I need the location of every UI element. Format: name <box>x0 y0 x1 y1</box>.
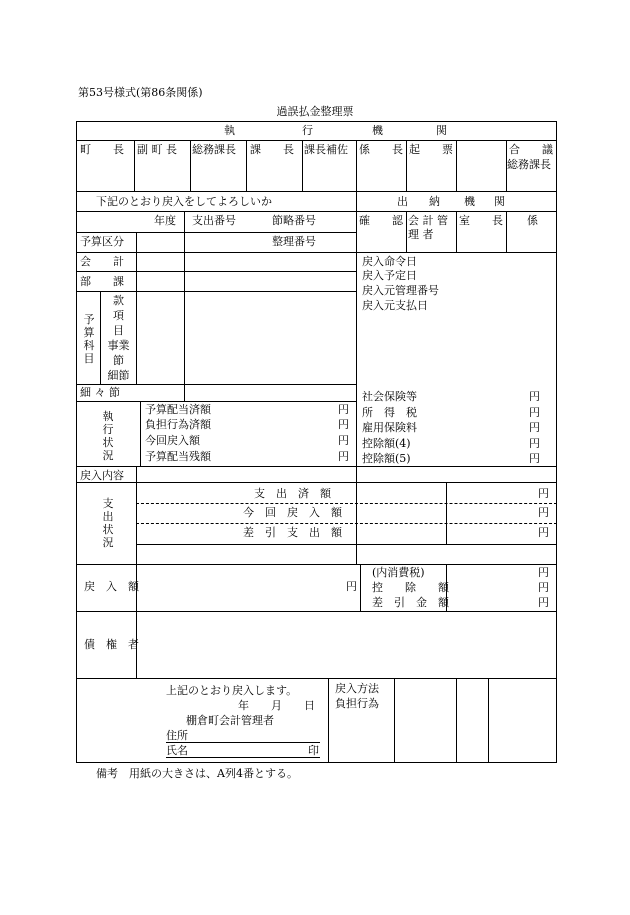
line <box>76 482 557 483</box>
line <box>328 678 329 763</box>
info-kanri-bangou: 戻入元管理番号 <box>362 284 439 297</box>
line <box>506 211 507 252</box>
label-modori-naiyou: 戻入内容 <box>80 469 124 482</box>
line <box>394 678 395 763</box>
line <box>136 503 557 504</box>
yen-16: 円 <box>538 596 549 609</box>
yen-12: 円 <box>538 526 549 539</box>
line <box>76 466 557 467</box>
line <box>136 232 137 384</box>
line <box>360 564 361 611</box>
sashihiki-kingaku: 差 引 金 額 <box>372 596 449 609</box>
line <box>456 678 457 763</box>
koujo-gaku: 控 除 額 <box>372 581 449 594</box>
yen-14: 円 <box>538 566 549 579</box>
line <box>246 140 247 191</box>
suitou-heading-3: 機 <box>464 195 475 208</box>
footer-date: 年 月 日 <box>238 699 315 712</box>
line <box>76 678 557 679</box>
col-nendo: 年度 <box>154 214 176 227</box>
line <box>488 678 489 763</box>
footer-address-label: 住所 <box>166 729 188 742</box>
yen-11: 円 <box>538 506 549 519</box>
line <box>76 191 557 192</box>
stamp-kihyou: 起 票 <box>409 143 453 156</box>
sashihiki-shishutsu: 差 引 支 出 額 <box>243 526 342 539</box>
name-underline <box>166 757 320 758</box>
line <box>356 252 557 253</box>
yen-15: 円 <box>538 581 549 594</box>
line <box>134 140 135 191</box>
stamp-kachou: 課 長 <box>250 143 294 156</box>
yen-3: 円 <box>338 434 349 447</box>
line <box>136 544 557 545</box>
line <box>76 271 356 272</box>
stamp-gougi-soumu: 総務課長 <box>507 158 551 171</box>
yen-13: 円 <box>346 580 357 593</box>
footer-modori-houhou: 戻入方法 <box>335 682 379 695</box>
line <box>76 611 557 612</box>
stamp-fukuchou: 副 町 長 <box>137 143 177 156</box>
footer-statement: 上記のとおり戻入します。 <box>166 684 298 697</box>
kamoku-jigyou: 事業 <box>107 339 130 352</box>
label-modori-gaku: 戻 入 額 <box>84 580 139 593</box>
line <box>302 140 303 191</box>
line <box>140 401 141 466</box>
stamp-kachou-hosa: 課長補佐 <box>304 143 348 156</box>
line <box>456 140 457 191</box>
line <box>76 140 557 141</box>
line <box>136 523 557 524</box>
line <box>76 252 356 253</box>
shishutsu-zumi: 支 出 済 額 <box>254 487 331 500</box>
yen-1: 円 <box>338 403 349 416</box>
stamp-chouchou: 町 長 <box>80 143 124 156</box>
ded-shakai-hoken: 社会保険等 <box>362 390 417 403</box>
info-reirei-bi: 戻入命令日 <box>362 255 417 268</box>
col-shishutsu-bangou: 支出番号 <box>192 214 236 227</box>
footer-name-label: 氏名 <box>166 744 188 757</box>
line <box>456 211 457 252</box>
kamoku-moku: 目 <box>113 324 124 337</box>
stamp-kaikei-kanrisha: 会 計 管 理 者 <box>408 214 448 241</box>
status-konkai-modori: 今回戻入額 <box>145 434 200 447</box>
suitou-heading-4: 関 <box>494 195 505 208</box>
address-underline <box>166 742 320 743</box>
label-yosan-kubun: 予算区分 <box>80 235 124 248</box>
kamoku-kou: 項 <box>113 309 124 322</box>
request-text: 下記のとおり戻入をしてよろしいか <box>96 195 272 208</box>
exec-heading-3: 機 <box>372 124 383 137</box>
line <box>76 564 557 565</box>
footer-official: 棚倉町会計管理者 <box>186 714 274 727</box>
kamoku-saisetsu: 細節 <box>107 369 130 382</box>
label-bu-ka: 部 課 <box>80 275 124 288</box>
exec-heading-2: 行 <box>302 124 313 137</box>
line <box>446 482 447 544</box>
line <box>76 384 356 385</box>
yen-6: 円 <box>529 406 540 419</box>
stamp-kakarichou: 係 長 <box>359 143 403 156</box>
line <box>76 211 557 212</box>
seal-mark: 印 <box>308 744 319 757</box>
col-seiri-bangou: 整理番号 <box>272 235 316 248</box>
label-kaikei: 会 計 <box>80 255 124 268</box>
ded-koujo-5: 控除額(5) <box>362 452 411 465</box>
stamp-kakunin: 確 認 <box>359 214 403 227</box>
line <box>76 291 356 292</box>
ded-koujo-4: 控除額(4) <box>362 437 411 450</box>
form-number: 第53号様式(第86条関係) <box>78 86 203 99</box>
line <box>136 466 137 482</box>
konkai-modori-gaku: 今 回 戻 入 額 <box>243 506 342 519</box>
exec-heading-4: 関 <box>436 124 447 137</box>
status-futan-zumi: 負担行為済額 <box>145 418 211 431</box>
kamoku-kan: 款 <box>113 294 124 307</box>
label-saikensha: 債 権 者 <box>84 638 139 651</box>
line <box>76 401 356 402</box>
line <box>184 211 185 401</box>
footer-note: 備考 用紙の大きさは、A列4番とする。 <box>96 767 298 780</box>
yen-8: 円 <box>529 437 540 450</box>
label-shishutsu-joukyou: 支出状況 <box>102 497 114 549</box>
col-setsuryaku-bangou: 節略番号 <box>272 214 316 227</box>
ded-koyou-hoken: 雇用保険料 <box>362 421 417 434</box>
yen-10: 円 <box>538 487 549 500</box>
naishouhizei: (内消費税) <box>372 566 425 579</box>
footer-futan-koui: 負担行為 <box>335 697 379 710</box>
line <box>406 140 407 191</box>
stamp-soumu-kachou: 総務課長 <box>192 143 236 156</box>
suitou-heading-1: 出 <box>397 195 408 208</box>
line <box>356 140 357 191</box>
status-haitou-zan: 予算配当残額 <box>145 450 211 463</box>
label-yosan-kamoku: 予算科目 <box>83 313 95 365</box>
kamoku-setsu: 節 <box>113 354 124 367</box>
info-yotei-bi: 戻入予定日 <box>362 269 417 282</box>
ded-shotokuzei: 所 得 税 <box>362 406 417 419</box>
suitou-heading-2: 納 <box>429 195 440 208</box>
yen-7: 円 <box>529 421 540 434</box>
yen-4: 円 <box>338 450 349 463</box>
stamp-shitsuchou: 室 長 <box>459 214 503 227</box>
stamp-kakari: 係 <box>527 214 538 227</box>
yen-5: 円 <box>529 390 540 403</box>
status-haitou-zumi: 予算配当済額 <box>145 403 211 416</box>
info-shiharai-bi: 戻入元支払日 <box>362 299 428 312</box>
line <box>190 140 191 191</box>
form-title: 過誤払金整理票 <box>276 105 354 118</box>
label-saisai-setsu: 細 々 節 <box>80 386 120 399</box>
yen-9: 円 <box>529 452 540 465</box>
stamp-gougi: 合 議 <box>509 143 553 156</box>
line <box>76 232 356 233</box>
exec-heading-1: 執 <box>224 124 235 137</box>
label-shikkou-joukyou: 執行状況 <box>102 410 114 462</box>
yen-2: 円 <box>338 418 349 431</box>
line <box>406 211 407 252</box>
